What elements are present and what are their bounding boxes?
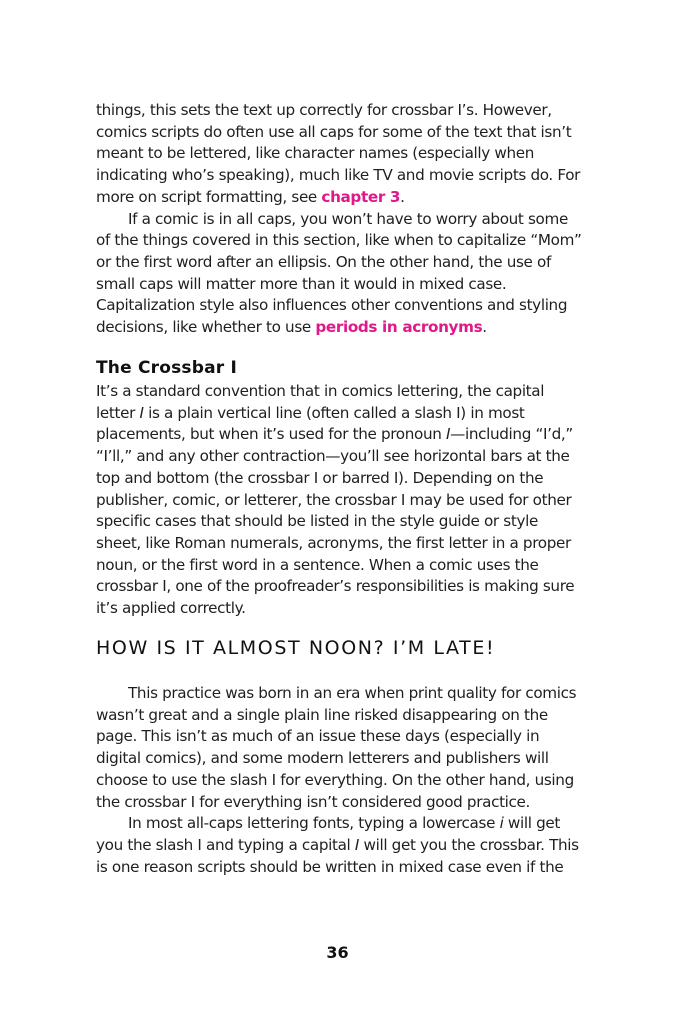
crossbar-paragraph xyxy=(96,381,586,620)
opening-paragraphs xyxy=(96,100,586,339)
paragraph: things, this sets the text up correctly for crossbar I’s. However, comics scripts do often use all caps for some of the text that isn’t meant to be lettered, like character names (especially when indicating who’s speaking), much like TV and movie scripts do. For more on script formatting, see chapter 3. xyxy=(96,101,581,206)
paragraph: This practice was born in an era when print quality for comics wasn’t great and a single plain line risked disappearing on the page. This isn’t as much of an issue these days (especially in digital comics), and some modern letterers and publishers will choose to use the slash I for everything. On the other hand, using the crossbar I for everything isn’t considered good practice. xyxy=(96,684,577,811)
section-heading: The Crossbar I xyxy=(96,358,237,378)
lettering-example: HOW IS IT ALMOST NOON? I’M LATE! xyxy=(96,637,496,659)
paragraph: It’s a standard convention that in comics lettering, the capital letter I is a plain vertical line (often called a slash I) in most placements, but when it’s used for the pronoun I—including “I’d,” “I’ll,” and any other contraction—you’ll see horizontal bars at the top and bottom (the crossbar I or barred I). Depending on the publisher, comic, or letterer, the crossbar I may be used for other specific cases that should be listed in the style guide or style sheet, like Roman numerals, acronyms, the first letter in a proper noun, or the first word in a sentence. When a comic uses the crossbar I, one of the proofreader’s responsibilities is making sure it’s applied correctly. xyxy=(96,382,575,618)
paragraph: If a comic is in all caps, you won’t have to worry about some of the things covered in this section, like when to capitalize “Mom” or the first word after an ellipsis. On the other hand, the use of small caps will matter more than it would in mixed case. Capitalization style also influences other conventions and styling decisions, like whether to use periods in acronyms. xyxy=(96,209,582,337)
chapter-3-link[interactable]: chapter 3 xyxy=(321,187,401,206)
closing-paragraphs xyxy=(96,683,586,878)
page-number: 36 xyxy=(326,943,349,962)
periods-in-acronyms-link[interactable]: periods in acronyms xyxy=(315,318,483,337)
paragraph: In most all-caps lettering fonts, typing a lowercase i will get you the slash I and typing a capital I will get you the crossbar. This is one reason scripts should be written in mixed case even if the xyxy=(96,814,579,876)
